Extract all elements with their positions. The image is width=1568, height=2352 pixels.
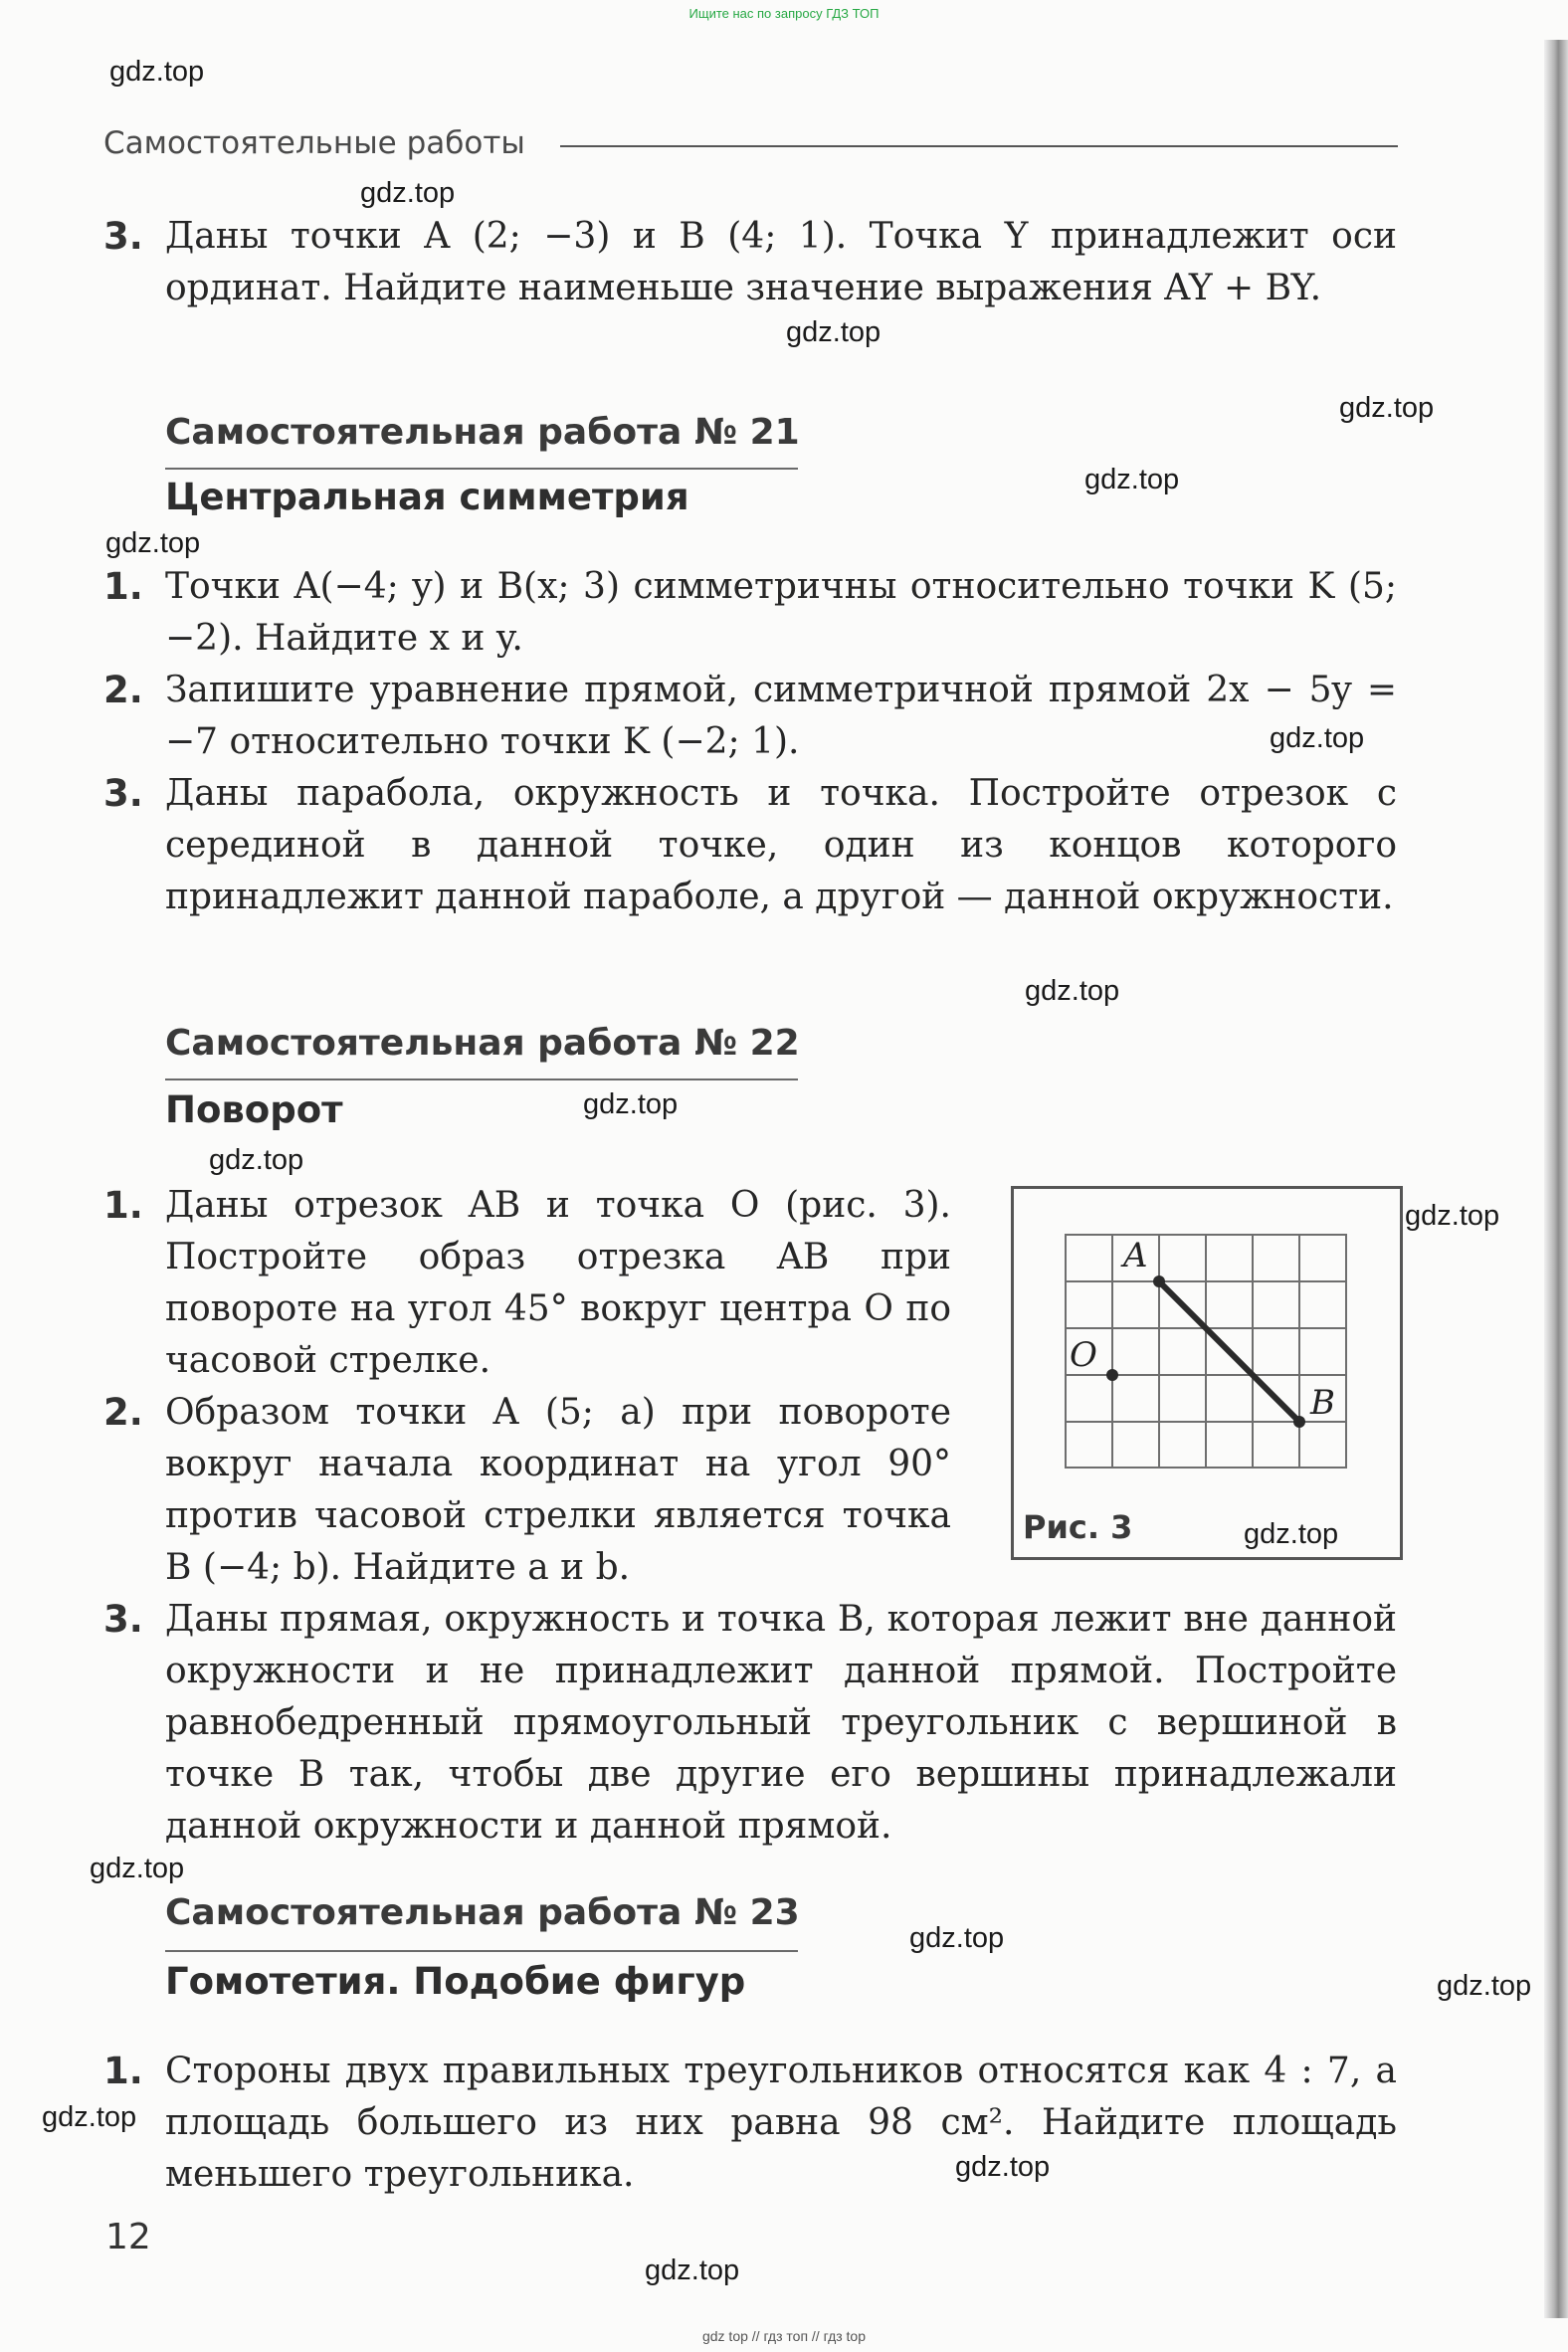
task-number: 3. (103, 215, 143, 258)
segment-ab (1159, 1281, 1299, 1422)
watermark: gdz.top (42, 2101, 137, 2133)
label-b: B (1310, 1383, 1335, 1423)
page-binding-edge (1544, 40, 1568, 2318)
task-number: 3. (103, 772, 143, 815)
task-number: 1. (103, 565, 143, 608)
watermark: gdz.top (1339, 392, 1435, 424)
watermark: gdz.top (105, 527, 201, 559)
watermark: gdz.top (109, 56, 205, 88)
running-header: Самостоятельные работы (103, 125, 525, 161)
watermark: gdz.top (209, 1144, 304, 1176)
section-title: Самостоятельная работа № 21 (165, 412, 800, 453)
section-topic: Поворот (165, 1088, 343, 1131)
watermark: gdz.top (786, 316, 882, 348)
grid (1066, 1235, 1346, 1468)
figure-caption: Рис. 3 (1023, 1508, 1133, 1546)
watermark: gdz.top (1084, 464, 1180, 495)
section-rule (165, 1078, 798, 1080)
point-o (1106, 1369, 1118, 1381)
header-rule (560, 145, 1398, 147)
section-title: Самостоятельная работа № 23 (165, 1892, 800, 1933)
section-topic: Центральная симметрия (165, 476, 689, 518)
task-text: Даны парабола, окружность и точка. Постройте отрезок с серединой в данной точке, один из концов которого принадлежит данной параболе, а другой — данной окружности. (165, 773, 1397, 917)
watermark: gdz.top (90, 1853, 185, 1884)
section-rule (165, 1950, 798, 1952)
watermark: gdz.top (583, 1088, 679, 1120)
task-text: Точки A(−4; y) и B(x; 3) симметричны относительно точки K (5; −2). Найдите x и y. (165, 566, 1397, 659)
watermark: gdz.top (1270, 722, 1365, 754)
task-text: Даны прямая, окружность и точка B, которая лежит вне данной окружности и не принадлежит данной прямой. Постройте равнобедренный прямоугольный треугольник с вершиной в точке B так, чтобы две другие его вершины принадлежали данной окружности и данной прямой. (165, 1599, 1397, 1847)
watermark: gdz.top (909, 1922, 1005, 1954)
task-number: 2. (103, 1391, 143, 1434)
label-a: A (1123, 1236, 1148, 1275)
task-text: Стороны двух правильных треугольников относятся как 4 : 7, а площадь большего из них равна 98 см². Найдите площадь меньшего треугольника. (165, 2051, 1397, 2195)
watermark: gdz.top (1437, 1970, 1532, 2002)
watermark: gdz.top (1025, 975, 1120, 1007)
section-rule (165, 468, 798, 470)
task-text: Даны отрезок AB и точка O (рис. 3). Постройте образ отрезка AB при повороте на угол 45° вокруг центра O по часовой стрелке. (165, 1185, 951, 1381)
page-number: 12 (105, 2217, 151, 2257)
task-number: 1. (103, 2050, 143, 2092)
point-a (1153, 1275, 1165, 1287)
top-banner: Ищите нас по запросу ГДЗ ТОП (688, 6, 880, 21)
figure-3-drawing (1014, 1189, 1400, 1557)
watermark: gdz.top (360, 177, 456, 209)
watermark: gdz.top (1244, 1518, 1339, 1550)
watermark: gdz.top (1405, 1200, 1500, 1232)
figure-3 (1011, 1186, 1403, 1560)
point-b (1293, 1416, 1305, 1428)
watermark: gdz.top (955, 2151, 1051, 2183)
section-topic: Гомотетия. Подобие фигур (165, 1960, 746, 2003)
bottom-footer: gdz top // гдз топ // гдз top (701, 2328, 867, 2344)
label-o: O (1070, 1335, 1097, 1375)
task-text: Даны точки A (2; −3) и B (4; 1). Точка Y принадлежит оси ординат. Найдите наименьше значение выражения AY + BY. (165, 216, 1397, 308)
section-title: Самостоятельная работа № 22 (165, 1023, 800, 1064)
watermark: gdz.top (645, 2254, 740, 2286)
task-number: 2. (103, 669, 143, 711)
task-number: 3. (103, 1598, 143, 1641)
task-text: Запишите уравнение прямой, симметричной прямой 2x − 5y = −7 относительно точки K (−2; 1). (165, 670, 1397, 762)
task-text: Образом точки A (5; a) при повороте вокруг начала координат на угол 90° против часовой стрелки является точка B (−4; b). Найдите a и b. (165, 1392, 951, 1588)
task-number: 1. (103, 1184, 143, 1227)
